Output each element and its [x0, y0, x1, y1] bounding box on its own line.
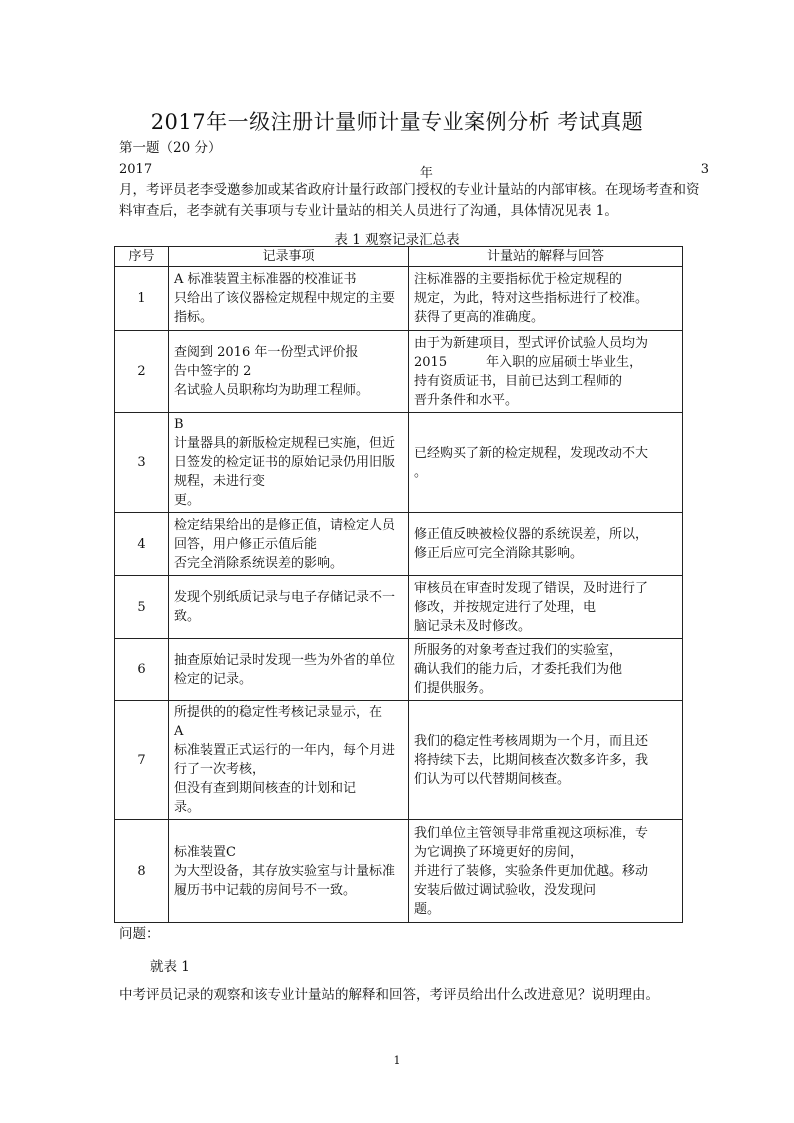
row-record: 发现个别纸质记录与电子存储记录不一致。 [169, 576, 409, 639]
table-row [115, 820, 683, 923]
row-answer: 所服务的对象考查过我们的实验室， 确认我们的能力后，才委托我们为他 们提供服务。 [409, 639, 683, 701]
intro-month: 3 [700, 162, 709, 177]
row-seq: 6 [115, 639, 169, 701]
table-row [115, 576, 683, 639]
observation-table [114, 246, 683, 923]
page-title: 2017年一级注册计量师计量专业案例分析 考试真题 [150, 110, 644, 134]
row-answer: 审核员在审查时发现了错误，及时进行了 修改，并按规定进行了处理，电 脑记录未及时修改。 [409, 576, 683, 639]
table-header-row [115, 247, 683, 267]
row-seq: 4 [115, 513, 169, 576]
intro-nian: 年 [419, 166, 433, 181]
table-row [115, 639, 683, 701]
row-record: 所提供的的稳定性考核记录显示，在 A 标准装置正式运行的一年内，每个月进行了一次考核， 但没有查到期间核查的计划和记 录。 [169, 701, 409, 820]
row-answer: 由于为新建项目，型式评价试验人员均为 2015 年入职的应届硕士毕业生， 持有资质证书，目前已达到工程师的 晋升条件和水平。 [409, 331, 683, 413]
row-answer: 我们单位主管领导非常重视这项标准，专 为它调换了环境更好的房间， 并进行了装修，实验条件更加优越。移动 安装后做过调试验收，没发现问 题。 [409, 820, 683, 923]
row-answer: 注标准器的主要指标优于检定规程的 规定，为此，特对这些指标进行了校准。 获得了更高的准确度。 [409, 267, 683, 331]
table-row [115, 331, 683, 413]
header-record: 记录事项 [169, 247, 409, 267]
row-seq: 3 [115, 413, 169, 513]
row-record: A 标准装置主标准器的校准证书 只给出了该仪器检定规程中规定的主要指标。 [169, 267, 409, 331]
row-record: 抽查原始记录时发现一些为外省的单位检定的记录。 [169, 639, 409, 701]
row-seq: 1 [115, 267, 169, 331]
page-number: 1 [393, 1054, 401, 1067]
intro-date-line [119, 162, 709, 181]
table-row [115, 267, 683, 331]
table-caption: 表 1 观察记录汇总表 [334, 232, 460, 248]
row-seq: 8 [115, 820, 169, 923]
table-row [115, 701, 683, 820]
row-record: 查阅到 2016 年一份型式评价报 告中签字的 2 名试验人员职称均为助理工程师。 [169, 331, 409, 413]
intro-year: 2017 [119, 162, 153, 177]
row-seq: 5 [115, 576, 169, 639]
question-line-2: 中考评员记录的观察和该专业计量站的解释和回答，考评员给出什么改进意见？说明理由。 [119, 987, 659, 1003]
question-label: 问题： [119, 926, 160, 942]
row-seq: 2 [115, 331, 169, 413]
question-line-1: 就表 1 [150, 959, 190, 975]
header-answer: 计量站的解释与回答 [409, 247, 683, 267]
question-header: 第一题（20 分） [119, 140, 222, 156]
row-answer: 已经购买了新的检定规程，发现改动不大 。 [409, 413, 683, 513]
row-seq: 7 [115, 701, 169, 820]
table-row [115, 513, 683, 576]
row-answer: 我们的稳定性考核周期为一个月，而且还 将持续下去，比期间核查次数多许多，我 们认为可以代替期间核查。 [409, 701, 683, 820]
row-record: 检定结果给出的是修正值，请检定人员回答，用户修正示值后能 否完全消除系统误差的影响。 [169, 513, 409, 576]
row-answer: 修正值反映被检仪器的系统误差，所以， 修正后应可完全消除其影响。 [409, 513, 683, 576]
row-record: 标准装置C 为大型设备，其存放实验室与计量标准履历书中记载的房间号不一致。 [169, 820, 409, 923]
row-record: B 计量器具的新版检定规程已实施，但近日签发的检定证书的原始记录仍用旧版规程，未进行变 更。 [169, 413, 409, 513]
table-row [115, 413, 683, 513]
header-seq: 序号 [115, 247, 169, 267]
intro-paragraph: 月，考评员老李受邀参加或某省政府计量行政部门授权的专业计量站的内部审核。在现场考查和资料审查后，老李就有关事项与专业计量站的相关人员进行了沟通，具体情况见表 1。 [119, 182, 700, 219]
